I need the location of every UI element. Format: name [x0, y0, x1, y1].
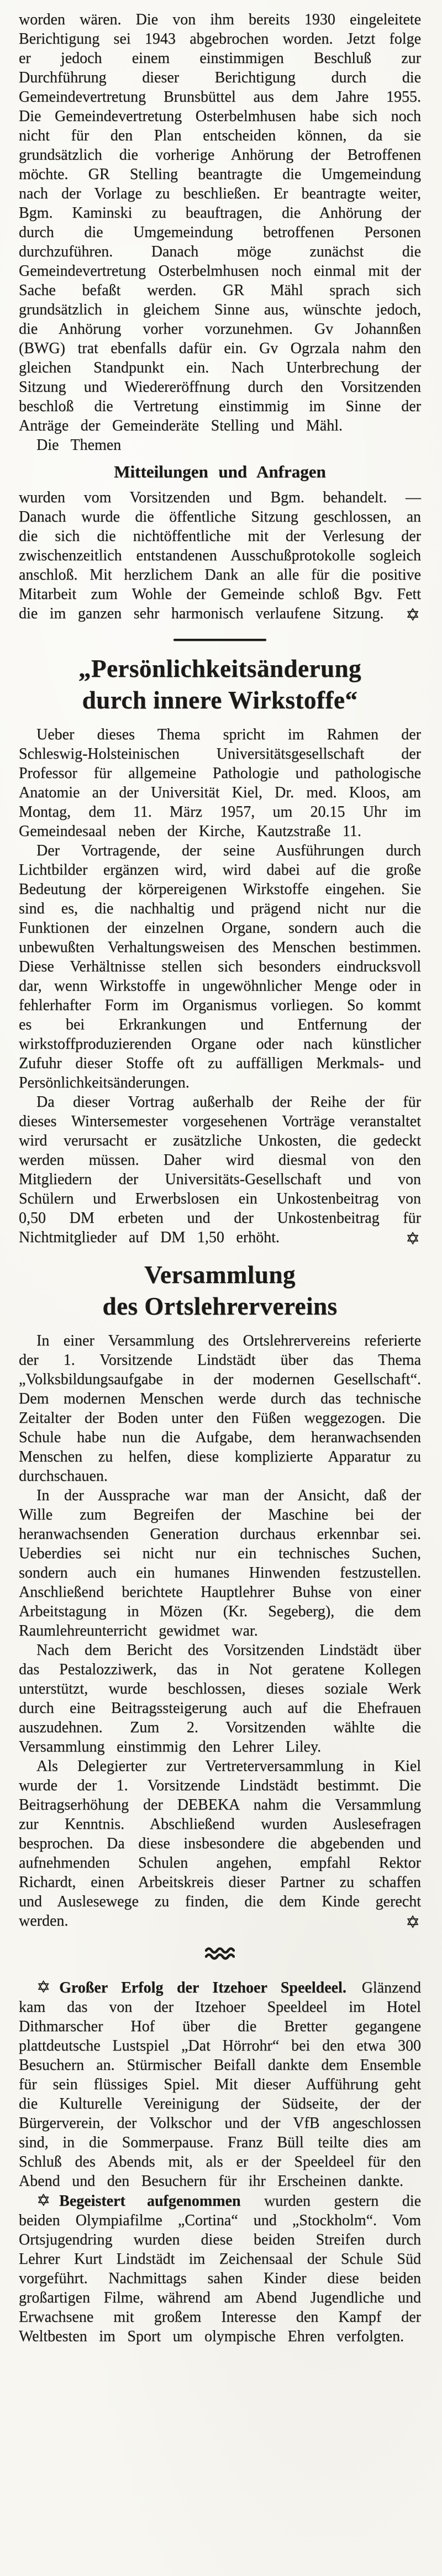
section-divider-rule	[173, 639, 266, 641]
brief-lead: Begeistert aufgenommen	[59, 2193, 241, 2210]
brief-star-icon: ✡	[36, 2191, 51, 2210]
subhead-mitteilungen-und-anfragen: Mitteilungen und Anfragen	[114, 462, 326, 481]
paragraph-with-end-star	[19, 1757, 421, 1931]
brief-body-text: Glänzend kam das von der Itzehoer Speeldeel im Hotel Dithmarscher Hof über die Bretter gegangene plattdeutsche Lustspiel „Dat Hörrohr“ bei den etwa 300 Besuchern an. Stürmischer Beifall dankte dem Ensemble für sein flüssiges Spiel. Mit dieser Aufführung geht die Kulturelle Vereinigung der Südseite, der der Bürgerverein, der Volkschor und der VfB angeschlossen sind, in die Sommerpause. Franz Büll teilte dies am Schluß des Abends mit, als er der Speeldeel für den Abend und den Besuchern für ihr Erscheinen dankte.	[19, 1979, 421, 2190]
article-continuation-paragraph: worden wären. Die von ihm bereits 1930 eingeleitete Berichtigung sei 1943 abgebrochen worden. Jetzt folge er jedoch einem einstimmigen Beschluß zur Durchführung dieser Berichtigung durch die Gemeindevertretung Brunsbüttel aus dem Jahre 1955. Die Gemeindevertretung Osterbelmhusen habe sich noch nicht für den Plan entscheiden können, da sie grundsätzlich die vorherige Anhörung der Betroffenen möchte. GR Stelling beantragte die Umgemeindung nach der Vorlage zu beschließen. Er beantragte weiter, Bgm. Kaminski zu beauftragen, die Anhörung der durch die Umgemeindung betroffenen Personen durchzuführen. Danach möge zunächst die Gemeindevertretung Osterbelmhusen noch einmal mit der Sache befaßt werden. GR Mähl sprach sich grundsätzlich in gleichem Sinne aus, wünschte jedoch, die Anhörung vorher vorzunehmen. Gv Johannßen (BWG) trat ebenfalls dafür ein. Gv Ogrzala nahm den gleichen Standpunkt ein. Nach Unterbrechung der Sitzung und Wiedereröffnung durch den Vorsitzenden beschloß die Vertretung einstimmig im Sinne der Anträge der Gemeinderäte Stelling und Mähl.	[19, 11, 421, 434]
end-star-icon: ✡	[406, 1229, 420, 1248]
headline-line-1: Versammlung	[144, 1261, 296, 1289]
article-closing-paragraph	[19, 488, 421, 623]
headline-line-1: „Persönlichkeitsänderung	[78, 655, 362, 682]
paragraph-with-end-star	[19, 1092, 421, 1247]
brief-body-text: wurden gestern die beiden Olympiafilme „Cortina“ und „Stockholm“. Vom Ortsjugendring wurden diese beiden Streifen durch Lehrer Kurt Lindstädt im Zeichensaal der Schule Süd vorgeführt. Nachmittags sahen Kinder diese beiden großartigen Filme, während am Abend Jugendliche und Erwachsene mit großem Interesse den Kampf der Weltbesten im Sport um olympische Ehren verfolgten.	[19, 2193, 421, 2345]
paragraph-text: Als Delegierter zur Vertreterversammlung in Kiel wurde der 1. Vorsitzende Lindstädt bestimmt. Die Beitragserhöhung der DEBEKA nahm die Versammlung zur Kenntnis. Abschließend wurden Auslesefragen besprochen. Da diese insbesondere die abgebenden und aufnehmenden Schulen angehen, empfahl Rektor Richardt, einen Arbeitskreis dieser Partner zu schaffen und Auslesewege zu finden, die dem Kinde gerecht werden.	[19, 1758, 421, 1930]
paragraph: Der Vortragende, der seine Ausführungen durch Lichtbilder ergänzen wird, wird dabei auf die große Bedeutung der körpereigenen Wirkstoffe eingehen. Sie sind es, die nachhaltig und prägend nicht nur die Funktionen der einzelnen Organe, sondern auch die unbewußten Verhaltungsweisen des Menschen bestimmen. Diese Verhältnisse stellen sich besonders eindrucksvoll dar, wenn Wirkstoffe in ungewöhnlicher Menge oder in fehlerhafter Form im Organismus vorliegen. So kommt es bei Erkrankungen und Entfernung der wirkstoffproduzierenden Organe oder nach künstlicher Zufuhr dieser Stoffe oft zu auffälligen Merkmals- und Persönlichkeitsänderungen.	[19, 842, 421, 1091]
paragraph: In der Aussprache war man der Ansicht, daß der Wille zum Begreifen der Maschine bei der heranwachsenden Generation durchaus erkennbar sei. Ueberdies sei nicht nur ein technisches Suchen, sondern auch ein humanes Hinwenden festzustellen. Anschließend berichtete Hauptlehrer Buhse von einer Arbeitstagung in Mözen (Kr. Segeberg), die dem Raumlehreunterricht gewidmet war.	[19, 1487, 421, 1639]
paragraph-text: Da dieser Vortrag außerhalb der Reihe der für dieses Wintersemester vorgesehenen Vorträge veranstaltet wird verursacht er zusätzliche Unkosten, die gedeckt werden müssen. Daher wird diesmal von den Mitgliedern der Universitäts-Gesellschaft und von Schülern und Erwerbslosen ein Unkostenbeitrag von 0,50 DM erbeten und der Unkostenbeitrag für Nichtmitglieder auf DM 1,50 erhöht.	[19, 1094, 421, 1246]
brief-olympiafilme	[19, 2191, 421, 2346]
article-gemeindevertretung	[19, 10, 421, 623]
article-persoenlichkeitsaenderung	[19, 653, 421, 1247]
headline-persoenlichkeitsaenderung	[19, 653, 421, 716]
end-star-icon: ✡	[406, 605, 420, 624]
topics-intro-line: Die Themen	[36, 437, 122, 454]
brief-itzehoer-speeldeel	[19, 1978, 421, 2191]
article-ortslehrerverein	[19, 1259, 421, 1931]
end-star-icon: ✡	[406, 1912, 420, 1932]
closing-paragraph-text: wurden vom Vorsitzenden und Bgm. behandelt. — Danach wurde die öffentliche Sitzung geschlossen, an die sich die nichtöffentliche mit der Verlesung der zwischenzeitlich entstandenen Ausschußprotokolle sogleich anschloß. Mit herzlichem Dank an alle für die positive Mitarbeit zum Wohle der Gemeinde schloß Bgv. Fett die im ganzen sehr harmonisch verlaufene Sitzung.	[19, 489, 421, 622]
paragraph: Nach dem Bericht des Vorsitzenden Lindstädt über das Pestalozziwerk, das in Not geratene Kollegen unterstützt, wurde beschlossen, dieses soziale Werk durch eine Beitragssteigerung auch auf die Ehefrauen auszudehnen. Zum 2. Vorsitzenden wählte die Versammlung einstimmig den Lehrer Liley.	[19, 1642, 421, 1755]
headline-versammlung-ortslehrerverein	[19, 1259, 421, 1322]
news-briefs	[19, 1978, 421, 2346]
paragraph: Ueber dieses Thema spricht im Rahmen der Schleswig-Holsteinischen Universitätsgesellschaft der Professor für allgemeine Pathologie und pathologische Anatomie an der Universität Kiel, Dr. med. Kloos, am Montag, dem 11. März 1957, um 20.15 Uhr im Gemeindesaal neben der Kirche, Kautzstraße 11.	[19, 726, 421, 840]
headline-line-2: des Ortslehrervereins	[102, 1292, 338, 1320]
brief-star-icon: ✡	[36, 1978, 51, 1996]
paragraph: In einer Versammlung des Ortslehrervereins referierte der 1. Vorsitzende Lindstädt über das Thema „Volksbildungsaufgabe in der modernen Gesellschaft“. Dem modernen Menschen werde durch das technische Zeitalter der Boden unter den Füßen weggezogen. Die Schule habe nun die Aufgabe, dem heranwachsenden Menschen zu helfen, diese komplizierte Apparatur zu durchschauen.	[19, 1332, 421, 1485]
brief-lead: Großer Erfolg der Itzehoer Speeldeel.	[59, 1979, 346, 1996]
wavy-divider-ornament	[19, 1947, 421, 1963]
headline-line-2: durch innere Wirkstoffe“	[82, 686, 358, 714]
